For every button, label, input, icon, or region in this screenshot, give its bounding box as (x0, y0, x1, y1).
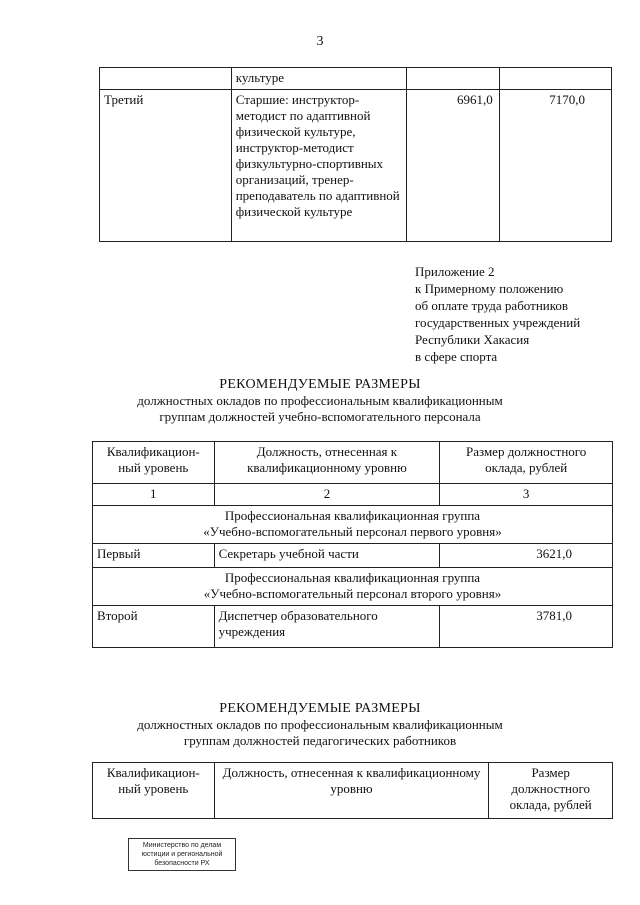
section-title: РЕКОМЕНДУЕМЫЕ РАЗМЕРЫ (219, 377, 421, 392)
column-header: Квалификацион-ный уровень (93, 442, 215, 484)
salary-cell: 6961,0 (407, 90, 499, 242)
salary-cell: 3781,0 (440, 606, 613, 648)
group-title (93, 506, 613, 544)
page-number: 3 (316, 34, 324, 49)
column-number: 3 (440, 484, 613, 506)
header-number-row (93, 484, 613, 506)
column-number: 1 (93, 484, 215, 506)
position-cell: Секретарь учебной части (214, 544, 440, 568)
group-row (93, 506, 613, 544)
header-row (93, 442, 613, 484)
salary-cell (407, 68, 499, 90)
appendix-line: государственных учреждений (415, 315, 581, 330)
section1-heading (0, 377, 640, 425)
position-cell: Диспетчер образовательного учреждения (214, 606, 440, 648)
column-header: Размер должностного оклада, рублей (489, 763, 613, 819)
position-cell: культуре (231, 68, 407, 90)
appendix-line: в сфере спорта (415, 349, 498, 364)
table-row (93, 544, 613, 568)
section-subtitle: должностных окладов по профессиональным квалификационным (137, 717, 503, 732)
level-cell: Третий (100, 90, 232, 242)
section-subtitle: должностных окладов по профессиональным квалификационным (137, 393, 503, 408)
column-number: 2 (214, 484, 440, 506)
group-title-line: «Учебно-вспомогательный персонал первого уровня» (203, 524, 502, 539)
section-subtitle: группам должностей учебно-вспомогательного персонала (159, 409, 481, 424)
group-title-line: Профессиональная квалификационная группа (224, 508, 481, 523)
section-subtitle: группам должностей педагогических работников (183, 733, 457, 748)
section2-heading (0, 701, 640, 749)
position-cell: Старшие: инструктор-методист по адаптивной физической культуре, инструктор-методист физкультурно-спортивных организаций, тренер-преподаватель по адаптивной физической культуре (231, 90, 407, 242)
level-cell: Второй (93, 606, 215, 648)
table-row (100, 68, 612, 90)
group-title-line: Профессиональная квалификационная группа (224, 570, 481, 585)
column-header: Должность, отнесенная к квалификационному уровню (214, 763, 489, 819)
level-cell: Первый (93, 544, 215, 568)
appendix-line: Республики Хакасия (415, 332, 530, 347)
column-header: Квалификацион-ный уровень (93, 763, 215, 819)
salary-cell (499, 68, 611, 90)
support-staff-table (92, 441, 613, 648)
appendix-line: Приложение 2 (415, 264, 495, 279)
table-row (100, 90, 612, 242)
group-title (93, 568, 613, 606)
registration-stamp: Министерство по делам юстиции и региональной безопасности РХ (128, 838, 236, 871)
section-title: РЕКОМЕНДУЕМЫЕ РАЗМЕРЫ (219, 701, 421, 716)
group-row (93, 568, 613, 606)
group-title-line: «Учебно-вспомогательный персонал второго уровня» (203, 586, 502, 601)
appendix-line: к Примерному положению (415, 281, 564, 296)
table-row (93, 606, 613, 648)
salary-cell: 7170,0 (499, 90, 611, 242)
column-header: Должность, отнесенная к квалификационному уровню (214, 442, 440, 484)
appendix-line: об оплате труда работников (415, 298, 569, 313)
column-header: Размер должностного оклада, рублей (440, 442, 613, 484)
salary-cell: 3621,0 (440, 544, 613, 568)
appendix-note (415, 263, 615, 365)
continuation-table (99, 67, 612, 242)
header-row (93, 763, 613, 819)
teachers-table (92, 762, 613, 819)
level-cell (100, 68, 232, 90)
